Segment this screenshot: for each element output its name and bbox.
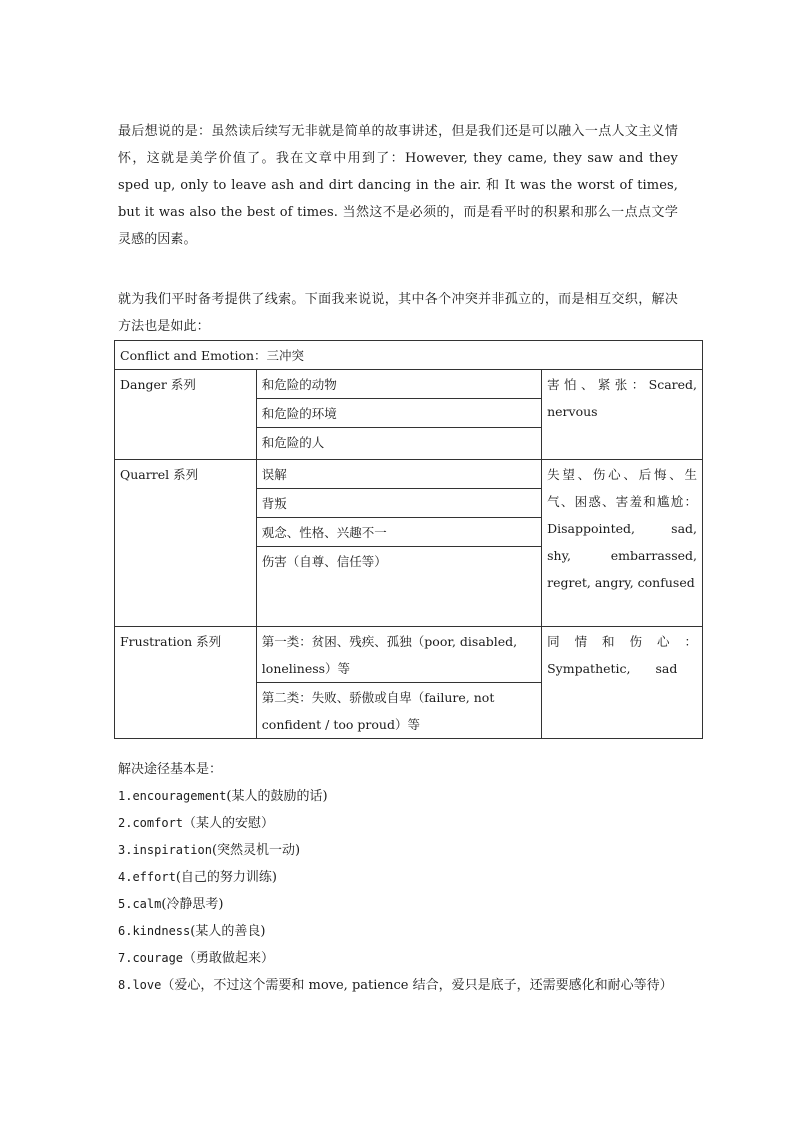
subtype-cell: 和危险的人 (256, 428, 541, 460)
item-note: (突然灵机一动) (211, 843, 301, 858)
item-note: (某人的善良) (190, 924, 266, 939)
list-item (118, 918, 688, 945)
conflict-emotion-table (114, 340, 723, 739)
subtype-cell: 和危险的环境 (256, 399, 541, 428)
subtype-cell: 观念、性格、兴趣不一 (256, 518, 541, 547)
subtype-cell: 误解 (256, 460, 541, 489)
item-note: (某人的鼓励的话) (226, 789, 328, 804)
item-keyword: encouragement (132, 789, 227, 803)
item-keyword: effort (132, 870, 176, 884)
solutions-list (118, 783, 688, 999)
subtype-cell: 和危险的动物 (256, 370, 541, 399)
subtype-cell: 第二类：失败、骄傲或自卑（failure, not confident / too proud）等 (256, 683, 541, 739)
item-number: 6. (118, 924, 133, 938)
category-danger: Danger 系列 (115, 370, 257, 460)
item-keyword: kindness (132, 924, 191, 938)
list-item (118, 837, 688, 864)
item-note: （爱心，不过这个需要和 move, patience 结合，爱只是底子，还需要感化和耐心等待） (161, 978, 673, 993)
list-item (118, 783, 688, 810)
item-number: 1. (118, 789, 133, 803)
item-number: 4. (118, 870, 133, 884)
list-item (118, 864, 688, 891)
list-item (118, 972, 688, 999)
item-keyword: courage (132, 951, 184, 965)
table-row (115, 627, 703, 683)
list-item (118, 810, 688, 837)
item-number: 3. (118, 843, 133, 857)
subtype-cell: 伤害（自尊、信任等） (256, 547, 541, 627)
item-note: (自己的努力训练) (175, 870, 277, 885)
list-item (118, 891, 688, 918)
item-keyword: comfort (132, 816, 184, 830)
item-note: （勇敢做起来） (183, 951, 275, 966)
subtype-cell: 背叛 (256, 489, 541, 518)
emotion-danger: 害怕、紧张：Scared, nervous (542, 370, 703, 460)
item-keyword: inspiration (132, 843, 212, 857)
table-row (115, 370, 703, 399)
item-number: 5. (118, 897, 133, 911)
solutions-title: 解决途径基本是： (118, 762, 223, 777)
paragraph-intro: 就为我们平时备考提供了线索。下面我来说说，其中各个冲突并非孤立的，而是相互交织，解决方法也是如此： (118, 292, 678, 334)
emotion-frustration: 同情和伤心：Sympathetic, sad (542, 627, 703, 739)
body-text (118, 118, 678, 340)
paragraph-reflection: 最后想说的是：虽然读后续写无非就是简单的故事讲述，但是我们还是可以融入一点人文主义情怀，这就是美学价值了。我在文章中用到了：However, they came, they saw and they sped up, only to leave ash and dirt dancing in the air. 和 It was the worst of times, but it was also the best of times. 当然这不是必须的，而是看平时的积累和那么一点点文学灵感的因素。 (118, 124, 678, 247)
item-note: (冷静思考) (161, 897, 224, 912)
item-number: 8. (118, 978, 133, 992)
category-frustration: Frustration 系列 (115, 627, 257, 739)
category-quarrel: Quarrel 系列 (115, 460, 257, 627)
emotion-quarrel: 失望、伤心、后悔、生气、困惑、害羞和尴尬：Disappointed, sad, shy, embarrassed, regret, angry, confused (542, 460, 703, 627)
subtype-cell: 第一类：贫困、残疾、孤独（poor, disabled, loneliness）等 (256, 627, 541, 683)
item-keyword: calm (132, 897, 162, 911)
item-keyword: love (132, 978, 162, 992)
list-item (118, 945, 688, 972)
table-header-row (115, 341, 703, 370)
solutions-section (118, 756, 688, 999)
table-header: Conflict and Emotion：三冲突 (115, 341, 703, 370)
item-number: 2. (118, 816, 133, 830)
table-row (115, 460, 703, 489)
item-number: 7. (118, 951, 133, 965)
item-note: （某人的安慰） (183, 816, 275, 831)
